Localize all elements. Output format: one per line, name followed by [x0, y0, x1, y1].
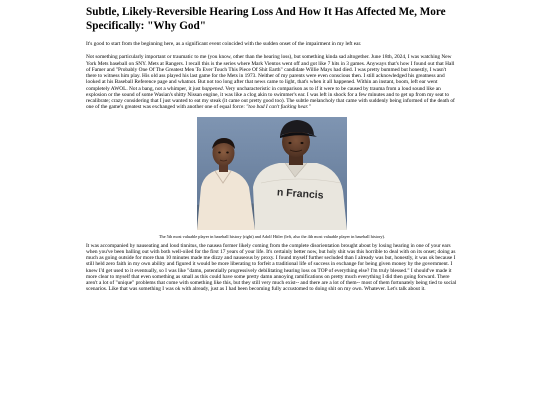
article-title: Subtle, Likely-Reversible Hearing Loss And How It Has Affected Me, More Specifically: "Why God" — [86, 6, 446, 32]
emphasis-happened: happened — [201, 85, 223, 92]
italic-quote: "too bad I can't fucking hear." — [246, 104, 311, 111]
article — [86, 6, 458, 293]
photo-figure — [86, 117, 458, 239]
main-paragraph — [86, 54, 458, 110]
baseball-photo — [197, 117, 347, 230]
post-photo-paragraph: It was accompanied by nauseating and loud tinnitus, the nausea former likely coming from the complete disorientation brought about by losing hearing in one of your ears when you've been balling out with both well-oiled for the first 17 years of your life. It's certainly better now, but holy shit was this horrible to deal with on its onset; doing as much as going outside for more than 10 minutes made me dizzy and nauseous by proxy. I found myself further secluded than I already was but, honestly, it was ok because I still held zero faith in my own ability and figured it would be more liberating to forfeit a traditional life of success in exchange for being given money by the government. I knew I'd get used to it eventually, so I was like "damn, potentially progressively debilitating hearing loss on TOP of everything else? I'm truly blessed." I should've made it more clear to myself that even something as small as this could have some pretty damn annoying ramifications on pretty much everything I did then going forward. There aren't a lot of "unique" problems that come with something like this, but they still very much exist-- and there are a lot of them-- most of them fortunately being tied to social scenarios. Like that was something I was ok with already, just as I had been becoming fully accustomed to doing shit on my own. Whatever. Let's talk about it. — [86, 242, 457, 293]
jersey-lettering: n Francis — [276, 185, 324, 202]
photo-caption: The 5th most valuable player in baseball history (right) and Adolf Hitler (left, also the 4th most valuable player in baseball history). — [158, 233, 386, 239]
main-text-before: Not something particularly important or traumatic to me (you know, other than the hearing loss), but something kinda sad altogether. June 18th, 2024, I was watching New York Mets baseball on SNY. Mets at Rangers. I recall this is the series where Mark Vientos went off and got like 7 hits in 3 games. Anyways that's how I found out that Hall of Famer and "Probably One Of The Greatest Men To Ever Touch This Piece Of Shit Earth" candidate Willie Mays had died. I was pretty bummed but honestly, I wasn't there to witness him play. His old ass played his last game for the Mets in 1973. Neither of my parents were even conscious then. I still acknowledged his greatness and looked at his Baseball Reference page and whatnot. But not too long after that news came to light, that's when it all happened. Within an instant, boom, left ear went completely AWOL. Not a bang, not a whimper, it just — [86, 54, 455, 92]
intro-paragraph: It's good to start from the beginning here, as a significant event coincided with the sudden onset of the impairment in my left ear. — [86, 41, 362, 47]
main-text-after: . Very uncharacteristic in comparison as to if it were to be caused by trauma from a loud sound like an explosion or the sound of some Wasian's shitty Nissan engine, it was like a clog akin to swimmer's ear. I was left in shock for a few minutes and to get up from my seat to recalibrate; crazy considering that I just wanted to eat my steak (it came out pretty good too). The subtle melancholy that came with suddenly being informed of the death of one of the game's greatest was exchanged with another one of equal force: — [86, 85, 455, 111]
